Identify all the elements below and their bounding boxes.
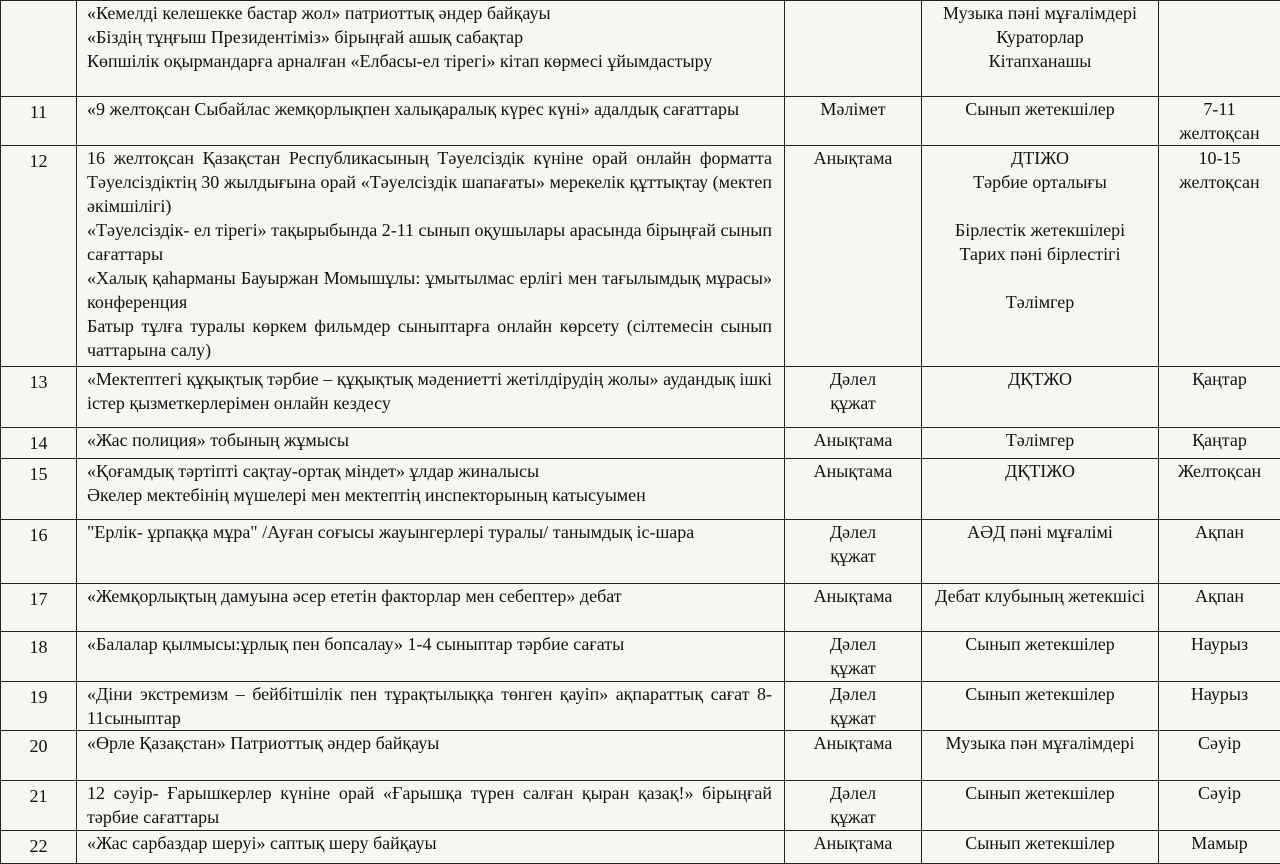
responsible-cell: [922, 367, 1159, 428]
date-cell: [1159, 367, 1280, 428]
date-cell-line: Наурыз: [1190, 684, 1249, 704]
responsible-cell-line: АӘД пәні мұғалімі: [967, 522, 1113, 542]
row-number: 12: [1, 146, 77, 367]
table-row: [1, 520, 1280, 584]
event-cell-line: 12 сәуір- Ғарышкерлер күніне орай «Ғарышқа түрен салған қыран қазақ!» бірыңғай тәрбие сағаттары: [87, 783, 772, 827]
event-cell-line: Көпшілік оқырмандарға арналған «Елбасы-ел тірегі» кітап көрмесі ұйымдастыру: [87, 51, 713, 71]
responsible-cell-line: Тәлімгер: [1005, 430, 1075, 450]
event-cell-line: «Жемқорлықтың дамуына әсер ететін факторлар мен себептер» дебат: [87, 586, 622, 606]
event-cell-line: «Мектептегі құқықтық тәрбие – құқықтық мәдениетті жетілдірудің жолы» аудандық ішкі істер қызметкерлерімен онлайн кездесу: [87, 369, 772, 413]
responsible-cell: [922, 1, 1159, 97]
table-row: [1, 682, 1280, 731]
report-form-cell: [785, 1, 922, 97]
date-cell: [1159, 632, 1280, 682]
responsible-cell-line: ДҚТІЖО: [1005, 461, 1075, 481]
report-form-cell-line: Анықтама: [813, 148, 893, 168]
event-cell-line: «Діни экстремизм – бейбітшілік пен тұрақтылыққа төнген қауіп» ақпараттық сағат 8-11сыныптар: [87, 684, 772, 728]
date-cell-line: Қаңтар: [1192, 430, 1247, 450]
report-form-cell: [785, 632, 922, 682]
responsible-cell: [922, 520, 1159, 584]
event-cell: [77, 520, 785, 584]
row-number: 11: [1, 97, 77, 146]
date-cell-line: Ақпан: [1195, 586, 1244, 606]
table-row: [1, 584, 1280, 632]
report-form-cell-line: құжат: [830, 708, 876, 728]
responsible-cell: [922, 781, 1159, 831]
date-cell-line: Желтоқсан: [1177, 461, 1262, 481]
date-cell-line: 7-11: [1203, 99, 1236, 119]
report-form-cell: [785, 781, 922, 831]
responsible-cell: [922, 459, 1159, 520]
date-cell: [1159, 831, 1280, 864]
event-cell-line: «Балалар қылмысы:ұрлық пен бопсалау» 1-4 сыныптар тәрбие сағаты: [87, 634, 625, 654]
row-number: 14: [1, 428, 77, 459]
date-cell-line: Қаңтар: [1192, 369, 1247, 389]
row-number: 17: [1, 584, 77, 632]
row-number: 21: [1, 781, 77, 831]
event-cell-line: Батыр тұлға туралы көркем фильмдер сыныптарға онлайн көрсету (сілтемесін сынып чаттарына салу): [87, 316, 772, 360]
date-cell-line: Сәуір: [1198, 783, 1241, 803]
date-cell: [1159, 459, 1280, 520]
responsible-cell-line: Сынып жетекшілер: [965, 833, 1115, 853]
responsible-cell-line: Кітапханашы: [988, 51, 1092, 71]
event-cell-line: «Біздің тұңғыш Президентіміз» бірыңғай ашық сабақтар: [87, 27, 524, 47]
date-cell: [1159, 584, 1280, 632]
date-cell: [1159, 428, 1280, 459]
report-form-cell-line: құжат: [830, 658, 876, 678]
responsible-cell: [922, 146, 1159, 367]
report-form-cell: [785, 97, 922, 146]
date-cell-line: желтоқсан: [1179, 123, 1260, 143]
table-row: [1, 731, 1280, 781]
report-form-cell: [785, 682, 922, 731]
report-form-cell-line: құжат: [830, 393, 876, 413]
event-cell: [77, 367, 785, 428]
table-row: [1, 146, 1280, 367]
responsible-cell: [922, 831, 1159, 864]
report-form-cell: [785, 428, 922, 459]
responsible-cell-line: Музыка пән мұғалімдері: [945, 733, 1135, 753]
plan-table-body: [1, 1, 1280, 864]
event-cell-line: «9 желтоқсан Сыбайлас жемқорлықпен халықаралық күрес күні» адалдық сағаттары: [87, 99, 740, 119]
event-cell: [77, 682, 785, 731]
row-number: 13: [1, 367, 77, 428]
event-cell: [77, 428, 785, 459]
table-row: [1, 367, 1280, 428]
report-form-cell: [785, 831, 922, 864]
responsible-cell-line: Бірлестік жетекшілері: [954, 220, 1126, 240]
responsible-cell-line: ДҚТЖО: [1008, 369, 1072, 389]
date-cell-line: желтоқсан: [1179, 172, 1260, 192]
date-cell: [1159, 520, 1280, 584]
event-cell-line: «Өрле Қазақстан» Патриоттық әндер байқауы: [87, 733, 440, 753]
event-cell-line: "Ерлік- ұрпаққа мұра" /Ауған соғысы жауынгерлері туралы/ танымдық іс-шара: [87, 522, 695, 542]
report-form-cell-line: Анықтама: [813, 430, 893, 450]
report-form-cell-line: Дәлел: [829, 522, 877, 542]
date-cell-line: Наурыз: [1190, 634, 1249, 654]
responsible-cell-line: Тарих пәні бірлестігі: [959, 244, 1121, 264]
event-cell-line: 16 желтоқсан Қазақстан Республикасының Тәуелсіздік күніне орай онлайн форматта Тәуелсіздіктің 30 жылдығына орай «Тәуелсіздік шапағаты» мерекелік құттықтау (мектеп әкімшілігі): [87, 148, 772, 216]
responsible-cell: [922, 731, 1159, 781]
responsible-cell-line: [928, 266, 1152, 290]
table-row: [1, 459, 1280, 520]
report-form-cell-line: Дәлел: [829, 783, 877, 803]
event-cell-line: «Жас сарбаздар шеруі» саптық шеру байқауы: [87, 833, 437, 853]
event-cell: [77, 97, 785, 146]
event-cell: [77, 731, 785, 781]
report-form-cell-line: Анықтама: [813, 733, 893, 753]
responsible-cell-line: ДТІЖО: [1011, 148, 1069, 168]
responsible-cell: [922, 632, 1159, 682]
date-cell-line: Мамыр: [1191, 833, 1248, 853]
event-cell: [77, 459, 785, 520]
event-cell-line: «Жас полиция» тобының жұмысы: [87, 430, 349, 450]
report-form-cell: [785, 520, 922, 584]
report-form-cell-line: Мәлімет: [820, 99, 886, 119]
responsible-cell-line: [928, 194, 1152, 218]
row-number: 22: [1, 831, 77, 864]
date-cell-line: Сәуір: [1198, 733, 1241, 753]
event-cell: [77, 831, 785, 864]
table-row: [1, 781, 1280, 831]
date-cell: [1159, 731, 1280, 781]
report-form-cell: [785, 146, 922, 367]
event-cell: [77, 632, 785, 682]
responsible-cell-line: Дебат клубының жетекшісі: [935, 586, 1145, 606]
report-form-cell-line: Анықтама: [813, 833, 893, 853]
row-number: 18: [1, 632, 77, 682]
responsible-cell-line: Сынып жетекшілер: [965, 783, 1115, 803]
event-cell-line: Әкелер мектебінің мүшелері мен мектептің инспекторының катысуымен: [87, 485, 646, 505]
event-cell-line: «Халық қаһарманы Бауыржан Момышұлы: ұмытылмас ерлігі мен тағылымдық мұрасы» конференция: [87, 268, 772, 312]
report-form-cell: [785, 584, 922, 632]
date-cell-line: Ақпан: [1195, 522, 1244, 542]
responsible-cell-line: Сынып жетекшілер: [965, 99, 1115, 119]
responsible-cell: [922, 428, 1159, 459]
responsible-cell-line: Сынып жетекшілер: [965, 684, 1115, 704]
date-cell: [1159, 682, 1280, 731]
report-form-cell: [785, 459, 922, 520]
report-form-cell-line: құжат: [830, 546, 876, 566]
table-row: [1, 97, 1280, 146]
row-number: [1, 1, 77, 97]
responsible-cell: [922, 97, 1159, 146]
date-cell: [1159, 146, 1280, 367]
responsible-cell-line: Сынып жетекшілер: [965, 634, 1115, 654]
responsible-cell-line: Кураторлар: [996, 27, 1084, 47]
report-form-cell-line: Дәлел: [829, 634, 877, 654]
date-cell: [1159, 1, 1280, 97]
responsible-cell: [922, 682, 1159, 731]
report-form-cell-line: Дәлел: [829, 369, 877, 389]
responsible-cell-line: Тәлімгер: [1005, 292, 1075, 312]
table-row: [1, 632, 1280, 682]
report-form-cell-line: құжат: [830, 807, 876, 827]
event-cell: [77, 1, 785, 97]
event-cell: [77, 146, 785, 367]
table-row: [1, 428, 1280, 459]
report-form-cell: [785, 731, 922, 781]
report-form-cell: [785, 367, 922, 428]
row-number: 19: [1, 682, 77, 731]
event-cell-line: «Тәуелсіздік- ел тірегі» тақырыбында 2-11 сынып оқушылары арасында бірыңғай сынып сағаттары: [87, 220, 772, 264]
report-form-cell-line: Анықтама: [813, 461, 893, 481]
report-form-cell-line: Анықтама: [813, 586, 893, 606]
event-cell-line: «Қоғамдық тәртіпті сақтау-ортақ міндет» ұлдар жиналысы: [87, 461, 540, 481]
date-cell: [1159, 781, 1280, 831]
report-form-cell-line: Дәлел: [829, 684, 877, 704]
responsible-cell-line: Музыка пәні мұғалімдері: [943, 3, 1137, 23]
row-number: 20: [1, 731, 77, 781]
responsible-cell-line: Тәрбие орталығы: [973, 172, 1107, 192]
row-number: 15: [1, 459, 77, 520]
date-cell-line: 10-15: [1198, 148, 1241, 168]
event-cell: [77, 781, 785, 831]
table-row: [1, 1, 1280, 97]
row-number: 16: [1, 520, 77, 584]
date-cell: [1159, 97, 1280, 146]
event-cell-line: «Кемелді келешекке бастар жол» патриоттық әндер байқауы: [87, 3, 551, 23]
table-row: [1, 831, 1280, 864]
event-cell: [77, 584, 785, 632]
responsible-cell: [922, 584, 1159, 632]
